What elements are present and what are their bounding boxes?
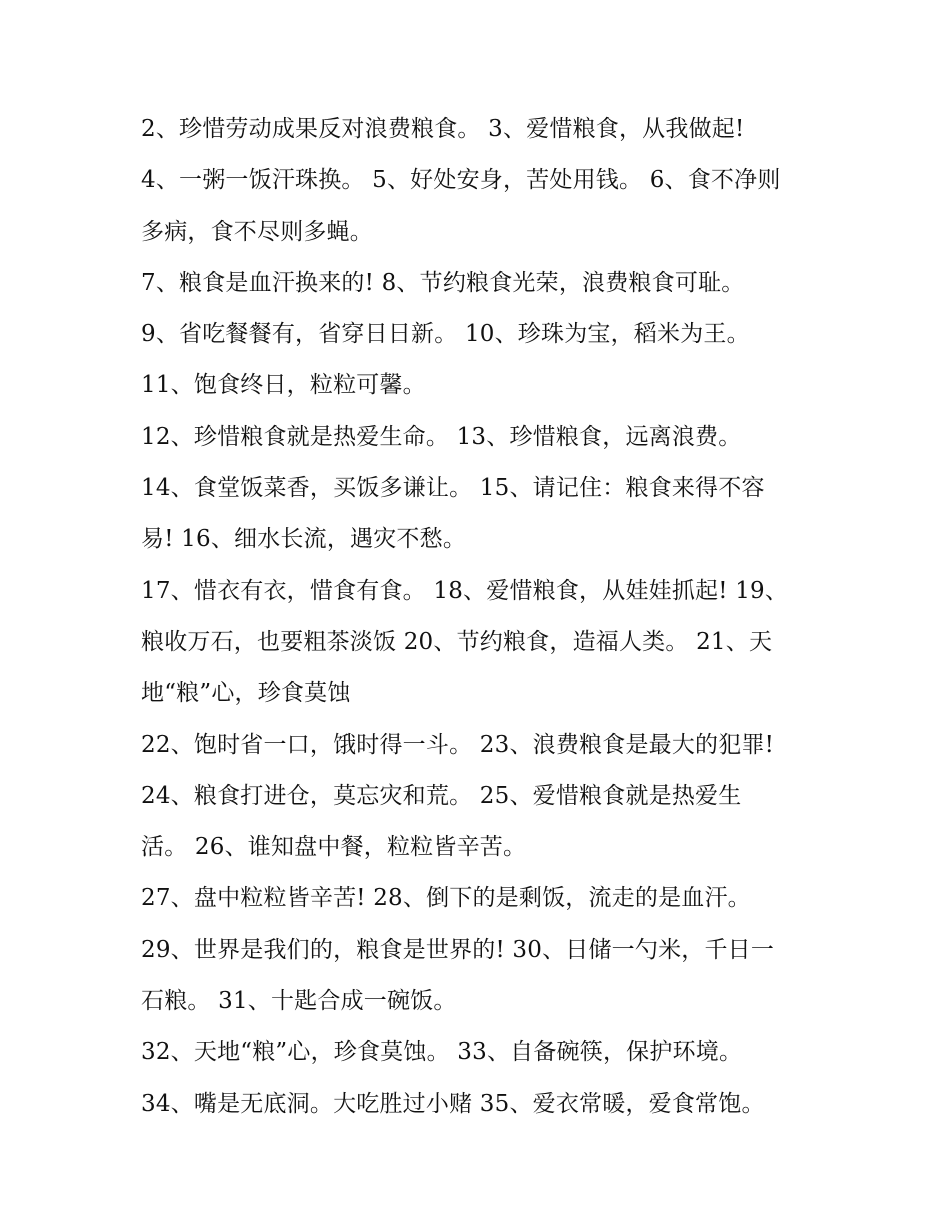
text-line: 11、饱食终日，粒粒可馨。 bbox=[141, 372, 426, 399]
text-line: 易! 16、细水长流，遇灾不愁。 bbox=[141, 526, 467, 553]
text-line: 2、珍惜劳动成果反对浪费粮食。 3、爱惜粮食，从我做起! bbox=[141, 116, 745, 142]
text-line: 粮收万石，也要粗茶淡饭 20、节约粮食，造福人类。 21、天 bbox=[141, 628, 773, 655]
text-line: 活。 26、谁知盘中餐，粒粒皆辛苦。 bbox=[141, 834, 527, 861]
text-line: 14、食堂饭菜香，买饭多谦让。 15、请记住：粮食来得不容 bbox=[141, 475, 765, 502]
text-line: 17、惜衣有衣，惜食有食。 18、爱惜粮食，从娃娃抓起! 19、 bbox=[141, 577, 789, 604]
text-line: 12、珍惜粮食就是热爱生命。 13、珍惜粮食，远离浪费。 bbox=[141, 423, 742, 450]
text-line: 地“粮”心，珍食莫蚀 bbox=[141, 680, 351, 707]
text-line: 4、一粥一饭汗珠换。 5、好处安身，苦处用钱。 6、食不净则 bbox=[141, 167, 781, 194]
text-line: 石粮。 31、十匙合成一碗饭。 bbox=[141, 988, 457, 1015]
text-line: 24、粮食打进仓，莫忘灾和荒。 25、爱惜粮食就是热爱生 bbox=[141, 782, 742, 809]
text-line: 22、饱时省一口，饿时得一斗。 23、浪费粮食是最大的犯罪! bbox=[141, 731, 775, 758]
slogan-text-block bbox=[141, 109, 831, 1135]
text-line: 27、盘中粒粒皆辛苦! 28、倒下的是剩饭，流走的是血汗。 bbox=[141, 885, 751, 912]
text-line: 9、省吃餐餐有，省穿日日新。 10、珍珠为宝，稻米为王。 bbox=[141, 321, 750, 348]
text-line: 29、世界是我们的，粮食是世界的! 30、日储一勺米，千日一 bbox=[141, 936, 775, 963]
text-line: 7、粮食是血汗换来的! 8、节约粮食光荣，浪费粮食可耻。 bbox=[141, 269, 745, 296]
text-line: 32、天地“粮”心，珍食莫蚀。 33、自备碗筷，保护环境。 bbox=[141, 1039, 743, 1066]
text-line: 34、嘴是无底洞。大吃胜过小赌 35、爱衣常暖，爱食常饱。 bbox=[141, 1090, 765, 1117]
text-line: 多病，食不尽则多蝇。 bbox=[141, 218, 373, 245]
